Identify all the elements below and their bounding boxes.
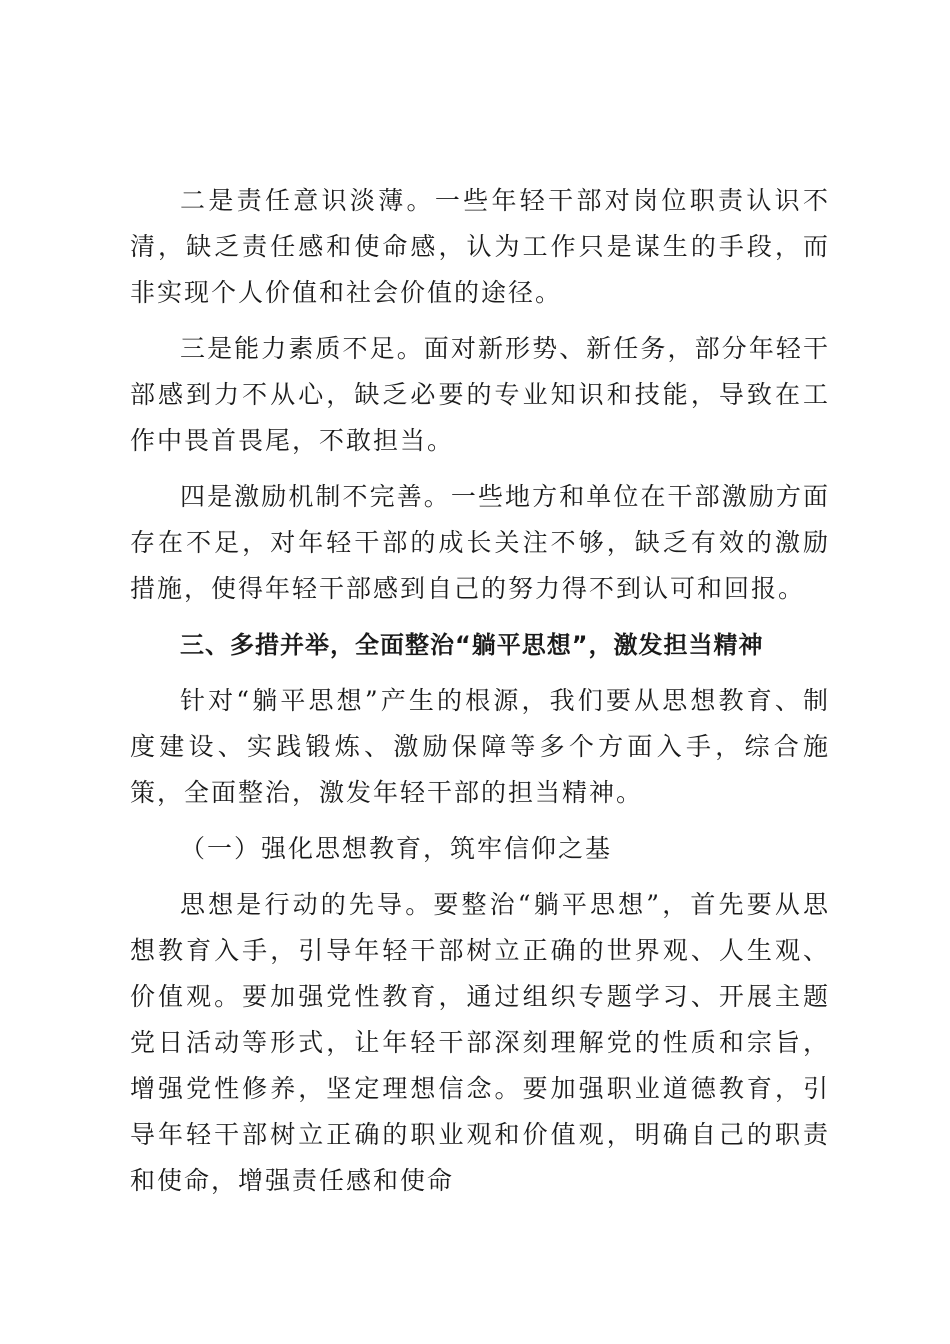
paragraph-incentive: 四是激励机制不完善。一些地方和单位在干部激励方面存在不足，对年轻干部的成长关注不够，缺乏有效的激励措施，使得年轻干部感到自己的努力得不到认可和回报。 (130, 482, 830, 603)
paragraph-root-causes: 针对“躺平思想”产生的根源，我们要从思想教育、制度建设、实践锻炼、激励保障等多个方面入手，综合施策，全面整治，激发年轻干部的担当精神。 (130, 686, 830, 807)
section-heading: 三、多措并举，全面整治“躺平思想”，激发担当精神 (180, 631, 764, 659)
paragraph-ability: 三是能力素质不足。面对新形势、新任务，部分年轻干部感到力不从心，缺乏必要的专业知识和技能，导致在工作中畏首畏尾，不敢担当。 (130, 334, 830, 455)
subsection-heading: （一）强化思想教育，筑牢信仰之基 (180, 834, 613, 863)
paragraph-ideological-education: 思想是行动的先导。要整治“躺平思想”，首先要从思想教育入手，引导年轻干部树立正确的世界观、人生观、价值观。要加强党性教育，通过组织专题学习、开展主题党日活动等形式，让年轻干部深刻理解党的性质和宗旨，增强党性修养，坚定理想信念。要加强职业道德教育，引导年轻干部树立正确的职业观和价值观，明确自己的职责和使命，增强责任感和使命 (130, 890, 830, 1195)
document-body (130, 178, 830, 1214)
paragraph-responsibility: 二是责任意识淡薄。一些年轻干部对岗位职责认识不清，缺乏责任感和使命感，认为工作只是谋生的手段，而非实现个人价值和社会价值的途径。 (130, 186, 830, 307)
